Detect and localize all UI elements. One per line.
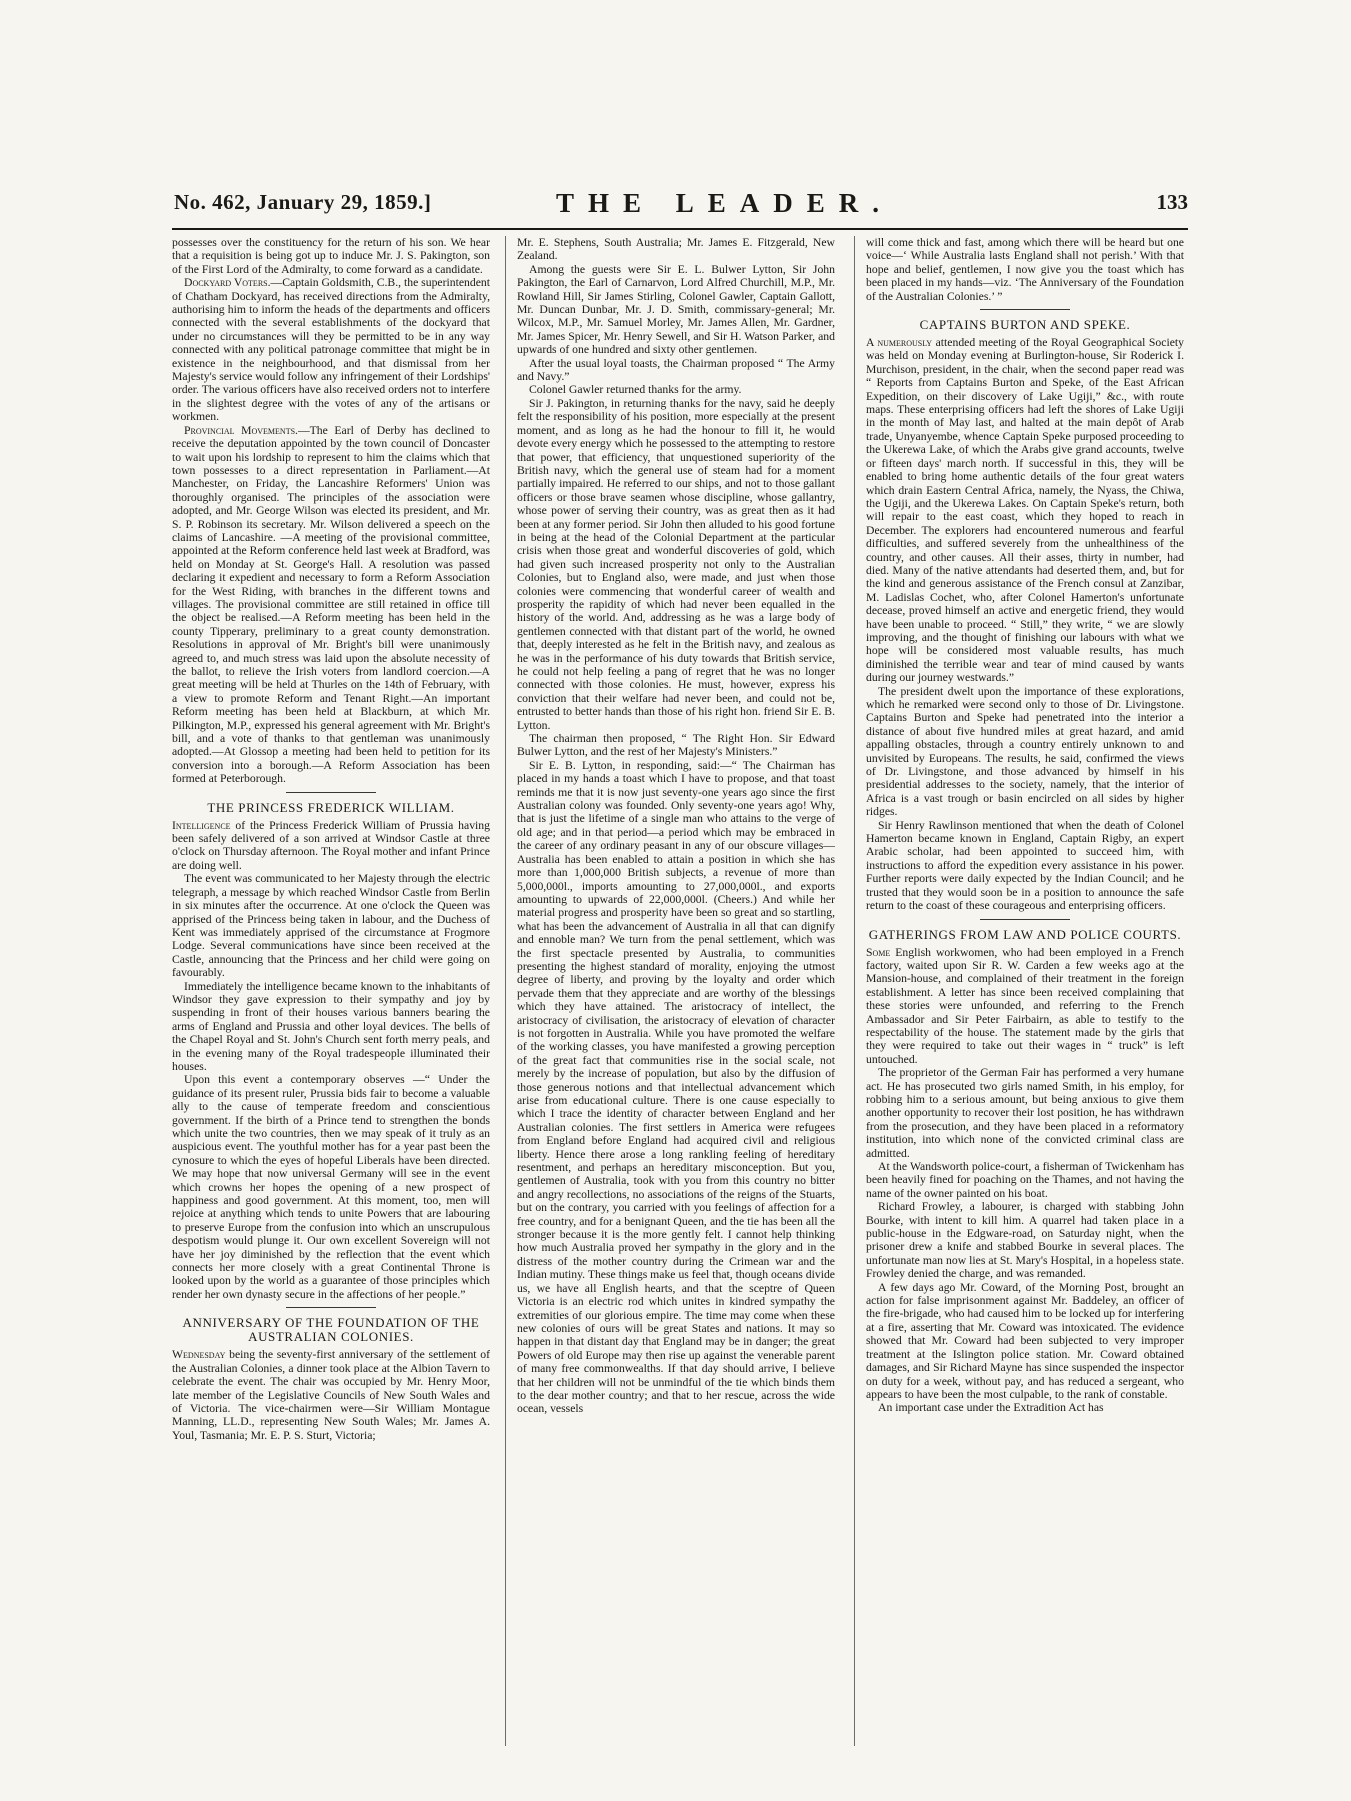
column-divider (505, 236, 506, 1746)
column-divider (854, 236, 855, 1746)
paragraph-body: attended meeting of the Royal Geographical Society was held on Monday evening at Burlington-house, Sir Roderick I. Murchison, president, in the chair, when the second paper read was “ Reports from Captains Burton and Speke, of the East African Expedition, on their discovery of Lake Ugiji,” &c., with route maps. These enterprising officers had left the shores of Lake Ugiji in the month of May last, and halted at the main depôt of Arab trade, Unyanyembe, whence Captain Speke purposed proceeding to the Ukerewa Lake, of which the Arabs give grand accounts, twelve or fifteen days' march north. If successful in this, they will be enabled to bring home authentic details of the four great waters which drain Eastern Central Africa, namely, the Nyass, the Chiwa, the Ugiji, and the Ukerewa Lakes. On Captain Speke's return, both will repair to the east coast, which they hoped to reach in December. The explorers had encountered numerous and fearful difficulties, and suffered severely from the unhealthiness of the country, and other causes. All their asses, thirty in number, had died. Many of the native attendants had deserted them, and, but for the kind and generous assistance of the French consul at Zanzibar, M. Ladislas Cochet, who, after Colonel Hamerton's unfortunate decease, proved himself an active and energetic friend, they would have been unable to proceed. “ Still,” they write, “ we are slowly improving, and the thought of finishing our labours with what we hope will be considered most valuable results, has much diminished the terrible wear and tear of mind caused by wants during our journey westwards.” (866, 336, 1184, 685)
paragraph: Colonel Gawler returned thanks for the army. (529, 383, 742, 397)
column-3 (866, 236, 1184, 1746)
paragraph: The event was communicated to her Majesty through the electric telegraph, a message by which reached Windsor Castle from Berlin in six minutes after the occurrence. At one o'clock the Queen was apprised of the Princess being taken in labour, and the Duchess of Kent was immediately apprised of the circumstance at Frogmore Lodge. Several communications have since been received at the Castle, announcing that the Princess and her child were going on favourably. (172, 872, 490, 980)
paragraph: Upon this event a contemporary observes —“ Under the guidance of its present ruler, Prussia bids fair to become a valuable ally to the cause of temperate freedom and conscientious government. If the birth of a Prince tend to strengthen the bonds which unite the two countries, then we may speak of it truly as an auspicious event. The youthful mother has for a year past been the cynosure to which the eyes of hopeful Liberals have been directed. We may hope that now universal Germany will see in the event which crowns her hopes the opening of a new prospect of happiness and good government. At this moment, too, men will rejoice at anything which tends to unite Powers that are labouring to preserve Europe from the confusion into which an unscrupulous despotism would plunge it. Our own excellent Sovereign will not have her joy diminished by the reflection that the event which connects her more closely with a great Continental Throne is looked upon by the world as a guarantee of those principles which render her own dynasty secure in the affections of her people.” (172, 1073, 490, 1301)
section-rule (980, 309, 1070, 310)
section-rule (286, 792, 376, 793)
section-rule (286, 1307, 376, 1308)
article-heading: ANNIVERSARY OF THE FOUNDATION OF THE AUSTRALIAN COLONIES. (182, 1315, 480, 1345)
newspaper-title: THE LEADER. (556, 188, 894, 218)
paragraph: will come thick and fast, among which there will be heard but one voice—‘ While Australia lasts England shall not perish.’ With that hope and belief, gentlemen, I now give you the toast which has been placed in my hands—viz. ‘The Anniversary of the Foundation of the Australian Colonies.’ ” (866, 236, 1184, 303)
masthead-rule (172, 228, 1188, 230)
article-heading: CAPTAINS BURTON AND SPEKE. (919, 317, 1131, 333)
paragraph: An important case under the Extradition Act has (878, 1401, 1104, 1415)
paragraph-lead: Wednesday (172, 1348, 226, 1362)
paragraph: Richard Frowley, a labourer, is charged with stabbing John Bourke, with intent to kill him. A quarrel had taken place in a public-house in the Edgware-road, on Saturday night, when the prisoner drew a knife and stabbed Bourke in several places. The unfortunate man now lies at St. Mary's Hospital, in a hopeless state. Frowley denied the charge, and was remanded. (866, 1200, 1184, 1281)
paragraph-lead: Intelligence (172, 818, 231, 832)
paragraph: The chairman then proposed, “ The Right Hon. Sir Edward Bulwer Lytton, and the rest of her Majesty's Ministers.” (517, 732, 835, 759)
column-2 (517, 236, 835, 1746)
paragraph-body: of the Princess Frederick William of Prussia having been safely delivered of a son arrived at Windsor Castle at three o'clock on Thursday afternoon. The Royal mother and infant Prince are doing well. (172, 818, 490, 872)
paragraph-body: —Captain Goldsmith, C.B., the superintendent of Chatham Dockyard, has received directions from the Admiralty, authorising him to inform the heads of the departments and officers connected with the several establishments of the dockyard that under no circumstances will they be permitted to be in any way connected with any political patronage committee that might be in existence in the neighbourhood, and that dismissal from her Majesty's service would follow any infringement of their Lordships' order. The various officers have also received orders not to interfere in the slightest degree with the votes of any of the artisans or workmen. (172, 276, 490, 424)
paragraph (866, 336, 1184, 685)
paragraph: possesses over the constituency for the return of his son. We hear that a requisition is being got up to induce Mr. J. S. Pakington, son of the First Lord of the Admiralty, to come forward as a candidate. (172, 236, 490, 276)
paragraph-body: —The Earl of Derby has declined to receive the deputation appointed by the town council of Doncaster to wait upon his lordship to represent to him the claims which that town possesses to a direct representation in Parliament.—At Manchester, on Friday, the Lancashire Reformers' Union was thoroughly organised. The principles of the association were adopted, and Mr. George Wilson was elected its president, and Mr. S. P. Robinson its secretary. Mr. Wilson delivered a speech on the claims of Lancashire. —A meeting of the provisional committee, appointed at the Reform conference held last week at Bradford, was held on Monday at St. George's Hall. A resolution was passed declaring it expedient and necessary to form a Reform Association for the West Riding, with branches in the different towns and villages. The provisional committee are still retained in office till the object be realised.—A Reform meeting has been held in the county Tipperary, preliminary to a great county demonstration. Resolutions in approval of Mr. Bright's bill were unanimously agreed to, and much stress was laid upon the absolute necessity of the ballot, to relieve the Irish voters from landlord coercion.—A great meeting will be held at Thurles on the 14th of February, with a view to promote Reform and Tenant Right.—An important Reform meeting has been held at Blackburn, at which Mr. Pilkington, M.P., expressed his general agreement with Mr. Bright's bill, and a vote of thanks to that gentleman was unanimously adopted.—At Glossop a meeting had been held to petition for its conversion into a borough.—A Reform Association has been formed at Peterborough. (172, 423, 490, 786)
paragraph-body: English workwomen, who had been employed in a French factory, waited upon Sir R. W. Carden a few weeks ago at the Mansion-house, and complained of their treatment in the foreign establishment. A letter has since been received complaining that these stories were unfounded, and referring to the French Ambassador and Sir Peter Fairbairn, as able to testify to the respectability of the house. The statement made by the girls that they were required to take out their wages in “ truck” is left untouched. (866, 945, 1184, 1066)
page-number: 133 (1156, 190, 1188, 214)
paragraph (172, 276, 490, 423)
paragraph-lead: A numerously (866, 336, 933, 350)
paragraph (172, 819, 490, 873)
paragraph: The proprietor of the German Fair has performed a very humane act. He has prosecuted two girls named Smith, in his employ, for robbing him to a serious amount, but being anxious to give them another opportunity to recover their lost position, he has withdrawn from the prosecution, and they have been placed in a reformatory institution, into which none of the convicted criminal class are admitted. (866, 1066, 1184, 1160)
issue-date: No. 462, January 29, 1859.] (174, 190, 432, 214)
masthead (172, 182, 1188, 222)
section-rule (980, 919, 1070, 920)
paragraph: The president dwelt upon the importance of these explorations, which he remarked were second only to those of Dr. Livingstone. Captains Burton and Speke had penetrated into the interior a distance of about five hundred miles at great hazard, and amid appalling obstacles, through a country entirely unknown to and unvisited by Europeans. The results, he said, confirmed the views of Dr. Livingstone, and those advanced by himself in his presidential addresses to the society, namely, that the interior of Africa is a vast trough or basin encircled on all sides by higher ridges. (866, 684, 1184, 819)
paragraph (172, 424, 490, 786)
article-heading: THE PRINCESS FREDERICK WILLIAM. (207, 799, 455, 815)
paragraph-body: being the seventy-first anniversary of the settlement of the Australian Colonies, a dinner took place at the Albion Tavern to celebrate the event. The chair was occupied by Mr. Henry Moor, late member of the Legislative Councils of New South Wales and of Victoria. The vice-chairmen were—Sir William Montague Manning, LL.D., representing New South Wales; Mr. James A. Youl, Tasmania; Mr. E. P. S. Sturt, Victoria; (172, 1348, 490, 1442)
paragraph: Among the guests were Sir E. L. Bulwer Lytton, Sir John Pakington, the Earl of Carnarvon, Lord Alfred Churchill, M.P., Mr. Rowland Hill, Sir James Stirling, Colonel Gawler, Captain Gallott, Mr. Duncan Dunbar, Mr. J. D. Smith, commissary-general; Mr. Wilcox, M.P., Mr. Samuel Morley, Mr. James Allen, Mr. Gardner, Mr. James Spicer, Mr. Henry Sewell, and Sir H. Watson Parker, and upwards of one hundred and sixty other gentlemen. (517, 262, 835, 357)
paragraph: Sir J. Pakington, in returning thanks for the navy, said he deeply felt the responsibility of his position, more especially at the present moment, and as long as he had the honour to fill it, he would devote every energy which he possessed to the attempting to restore that power, that efficiency, that unquestioned superiority of the British navy, which the general use of steam had for a moment partially impaired. He referred to our ships, and not to those gallant officers or those brave seamen whose discipline, whose gallantry, whose power of serving their country, was as great then as it had been at any former period. Sir John then alluded to his good fortune in being at the head of the Colonial Department at the particular crisis when those great and wonderful discoveries of gold, which had given such increased prosperity not only to the Australian Colonies, but to England also, were made, and just when those colonies were commencing that wonderful career of wealth and prosperity the rapidity of which had never been equalled in the history of the world. And, addressing as he was a large body of gentlemen connected with that distant part of the world, he owned that, deeply interested as he felt in the British navy, and zealous as he was in the performance of his duty towards that British service, he could not help feeling a pang of regret that he was no longer connected with those colonies. He must, however, express his conviction that their welfare had never been, and could not be, entrusted to better hands than those of his right hon. friend Sir E. B. Lytton. (517, 396, 835, 732)
paragraph-lead: Dockyard Voters. (184, 276, 271, 290)
paragraph (172, 1348, 490, 1442)
paragraph-lead: Provincial Movements. (184, 423, 298, 437)
paragraph (866, 946, 1184, 1067)
article-heading: GATHERINGS FROM LAW AND POLICE COURTS. (868, 926, 1182, 942)
column-1 (172, 236, 490, 1746)
paragraph: Mr. E. Stephens, South Australia; Mr. James E. Fitzgerald, New Zealand. (517, 236, 835, 263)
paragraph: Sir E. B. Lytton, in responding, said:—“ The Chairman has placed in my hands a toast which I have to propose, and that toast reminds me that it is now just seventy-one years ago since the first Australian colony was founded. Only seventy-one years ago! Why, that is just the lifetime of a single man who attains to the verge of old age; and in that period—a period which may be embraced in the career of any ordinary peasant in any of our obscure villages—Australia has been enabled to attain a position in which she has more than 1,000,000 British subjects, a revenue of more than 5,000,000l., imports amounting to 27,000,000l., and exports amounting to upwards of 22,000,000l. (Cheers.) And while her material progress and prosperity have been so great and so startling, what has been the advancement of Australia in all that can dignify and ennoble man? We turn from the penal settlement, which was the first spectacle presented by Australia, to communities presenting the highest standard of morality, enjoying the utmost degree of liberty, and proving by the loyalty and order which pervade them that they appreciate and are worthy of the blessings which they have attained. The aristocracy of intellect, the aristocracy of civilisation, the aristocracy of elevation of character is not forgotten in Australia. While you have promoted the welfare of the working classes, you have manifested a growing perception of the great fact that communities rise in the social scale, not merely by the increase of population, but also by the diffusion of those generous notions and that intellectual advancement which arise from educational culture. There is one cause especially to which I trace the identity of character between England and her Australian colonies. The first settlers in America were refugees from England before England had acquired civil and religious liberty. Hence there arose a long rankling feeling of hereditary resentment, and perhaps an hereditary misconception. But you, gentlemen of Australia, took with you from this country no bitter and angry recollections, no associations of the reigns of the Stuarts, but on the contrary, you carried with you feelings of affection for a free country, and for a benignant Queen, and the tie has been all the stronger because it is the more gently felt. I cannot help thinking how much Australia proved her sympathy in the glory and in the distress of the mother country during the Crimean war and the Indian mutiny. These things make us feel that, though oceans divide us, we have all English hearts, and that the sceptre of Queen Victoria is an electric rod which unites in kindred sympathy the extremities of our glorious empire. The time may come when these new colonies of ours will be great States and nations. It may so happen in that distant day that England may be in danger; the great Powers of old Europe may then rise up against the venerable parent of many free commonwealths. If that day should arrive, I believe that her children will not be unmindful of the tie which binds them to the dear mother country; and that to her rescue, across the wide ocean, vessels (517, 758, 835, 1416)
paragraph: Immediately the intelligence became known to the inhabitants of Windsor they gave expression to their sympathy and joy by suspending in front of their houses various banners bearing the arms of England and Prussia and other loyal devices. The bells of the Chapel Royal and St. John's Church sent forth merry peals, and in the evening many of the Royal tradespeople illuminated their houses. (172, 979, 490, 1073)
paragraph: After the usual loyal toasts, the Chairman proposed “ The Army and Navy.” (517, 356, 835, 384)
paragraph-lead: Some (866, 945, 891, 959)
paragraph: At the Wandsworth police-court, a fisherman of Twickenham has been heavily fined for poaching on the Thames, and not having the name of the owner painted on his boat. (866, 1160, 1184, 1200)
paragraph: Sir Henry Rawlinson mentioned that when the death of Colonel Hamerton became known in England, Captain Rigby, an expert Arabic scholar, had been appointed to succeed him, with instructions to afford the expedition every assistance in his power. Further reports were daily expected by the Indian Council; and he trusted that they would soon be in a position to announce the safe return to the coast of these courageous and enterprising officers. (866, 818, 1184, 913)
paragraph: A few days ago Mr. Coward, of the Morning Post, brought an action for false imprisonment against Mr. Baddeley, an officer of the fire-brigade, who had caused him to be locked up for interfering at a fire, asserting that Mr. Coward was intoxicated. The evidence showed that Mr. Coward had been subjected to very improper treatment at the Islington police station. Mr. Coward obtained damages, and Sir Richard Mayne has since suspended the inspector on duty for a week, without pay, and has reduced a sergeant, who appears to have been the most culpable, to the rank of constable. (866, 1280, 1184, 1401)
